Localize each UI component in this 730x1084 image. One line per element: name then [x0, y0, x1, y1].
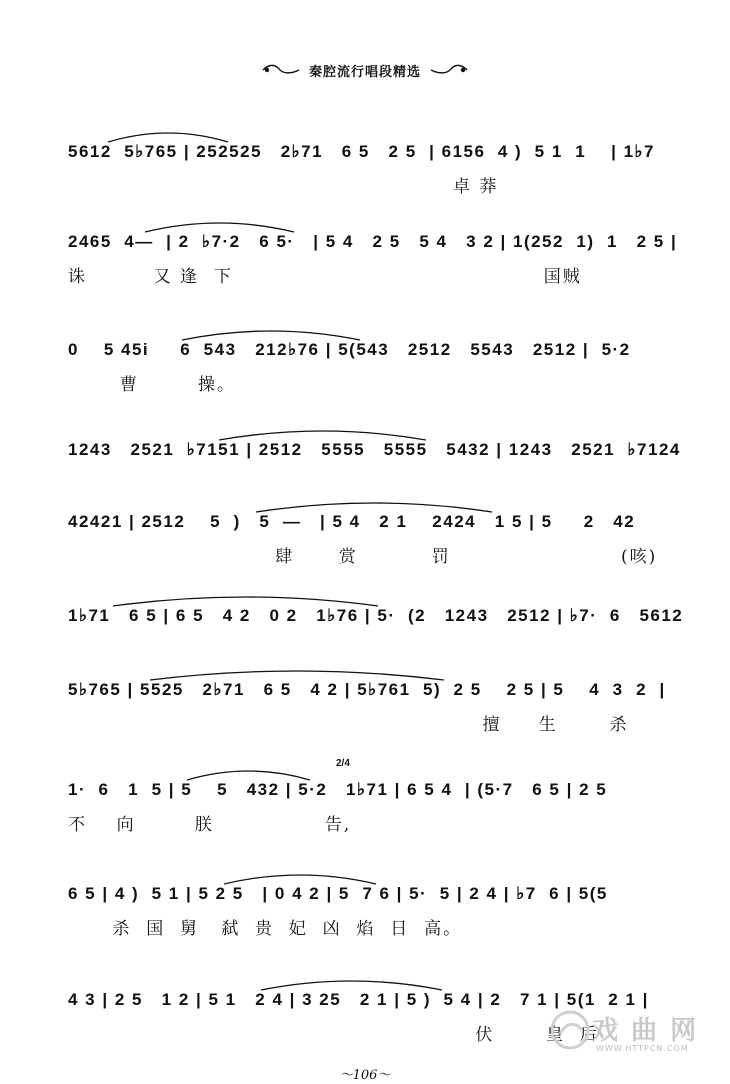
lyrics-line: 卓 莽 [68, 177, 499, 197]
lyrics-line: 杀 国 舅 弑 贵 妃 凶 焰 日 高。 [68, 919, 463, 939]
lyrics-line: 曹 操。 [68, 375, 237, 395]
score-row [68, 318, 688, 395]
book-title: 秦腔流行唱段精选 [308, 64, 421, 80]
notation-line: 1♭71 6 5 | 6 5 4 2 0 2 1♭76 | 5· (2 1243 2512 | ♭7· 6 5612 [68, 606, 684, 625]
notation-line: 1· 6 1 5 | 5 5 432 | 5·2 1♭71 | 6 5 4 | (5·7 6 5 | 2 5 [68, 780, 608, 799]
watermark-logo-icon [548, 1008, 592, 1052]
ornament-right-icon [429, 63, 469, 77]
lyrics-line: 擅 生 杀 [68, 715, 629, 735]
lyrics-line: 肆 赏 罚 (咳) [68, 547, 658, 567]
notation-line: 6 5 | 4 ) 5 1 | 5 2 5 | 0 4 2 | 5 7 6 | 5· 5 | 2 4 | ♭7 6 | 5(5 [68, 884, 608, 903]
score-row [68, 658, 688, 735]
notation-line: 5♭765 | 5525 2♭71 6 5 4 2 | 5♭761 5) 2 5 2 5 | 5 4 3 2 | [68, 680, 666, 699]
score-row [68, 862, 688, 939]
page-header [0, 58, 730, 82]
notation-line: 42421 | 2512 5 ) 5 — | 5 4 2 1 2424 1 5 | 5 2 42 [68, 512, 636, 531]
ornament-left-icon [261, 63, 301, 77]
score-row [68, 490, 688, 567]
watermark-text: 戏 曲 网 [592, 1016, 699, 1046]
score-row [68, 584, 688, 656]
page-number: ～106～ [339, 1068, 391, 1083]
watermark [548, 1004, 718, 1064]
notation-line: 1243 2521 ♭7151 | 2512 5555 5555 5432 | 1243 2521 ♭7124 [68, 440, 681, 459]
score-row [68, 758, 688, 835]
notation-line: 4 3 | 2 5 1 2 | 5 1 2 4 | 3 25 2 1 | 5 ) 5 4 | 2 7 1 | 5(1 2 1 | [68, 990, 649, 1009]
score-row [68, 418, 688, 490]
time-signature: 2/4 [336, 758, 350, 769]
lyrics-line: 诛 又 逢 下 国贼 [68, 267, 582, 287]
watermark-url: WWW.HTTPCN.COM [596, 1044, 689, 1053]
score-row [68, 210, 688, 287]
lyrics-line: 不 向 朕 告, [68, 815, 352, 835]
notation-line: 2465 4— | 2 ♭7·2 6 5· | 5 4 2 5 5 4 3 2 | 1(252 1) 1 2 5 | [68, 232, 678, 251]
lyrics-line: 伏 皇 后 [68, 1025, 599, 1045]
notation-line: 0 5 45i 6 543 212♭76 | 5(543 2512 5543 2512 | 5·2 [68, 340, 631, 359]
notation-line: 5612 5♭765 | 252525 2♭71 6 5 2 5 | 6156 4 ) 5 1 1 | 1♭7 [68, 142, 655, 161]
score-row [68, 120, 688, 197]
